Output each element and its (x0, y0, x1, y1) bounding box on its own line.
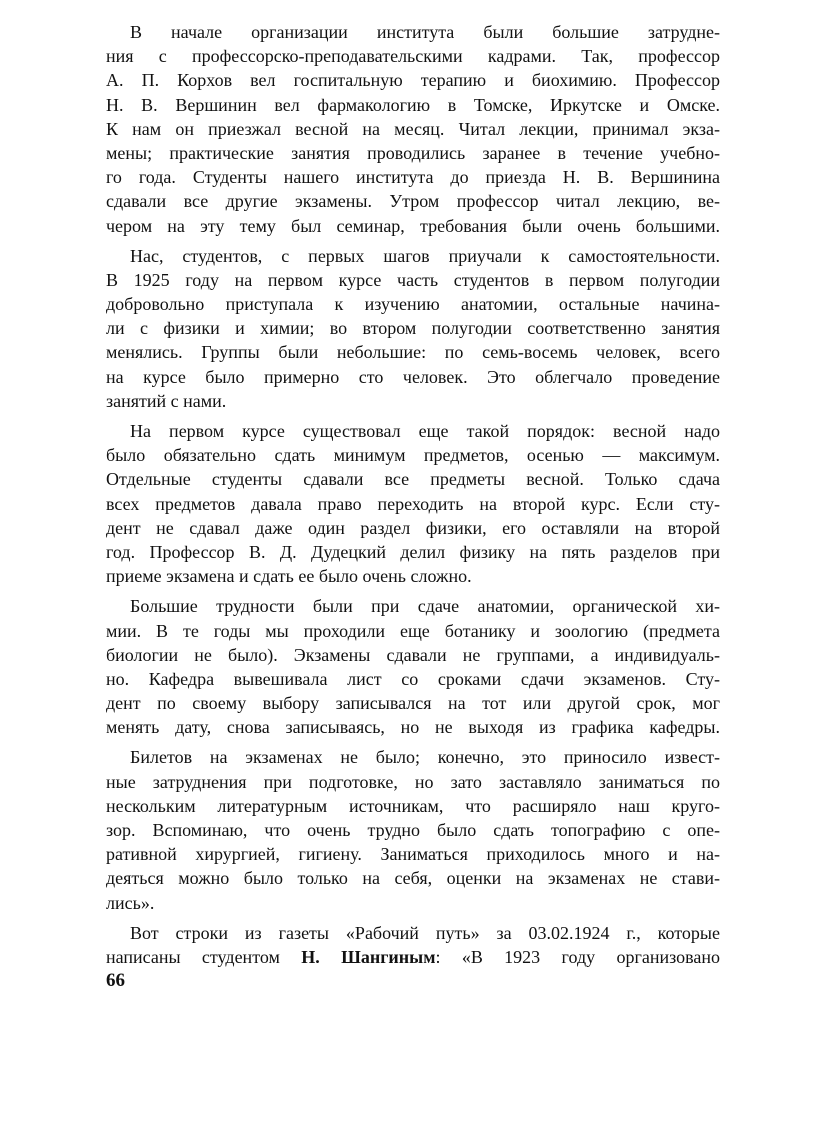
paragraph (106, 921, 720, 969)
text-line: чером на эту тему был семинар, требования были очень большими. (106, 215, 720, 236)
text-line: год. Профессор В. Д. Дудецкий делил физику на пять разделов при (106, 541, 720, 562)
text-line: но. Кафедра вывешивала лист со сроками сдачи экзаменов. Сту- (106, 668, 720, 689)
text-run: написаны студентом (106, 946, 302, 967)
text-line: Вот строки из газеты «Рабочий путь» за 03.02.1924 г., которые (130, 922, 720, 943)
text-line: мии. В те годы мы проходили еще ботанику и зоологию (предмета (106, 620, 720, 641)
text-line: ли с физики и химии; во втором полугодии соответственно занятия (106, 318, 720, 339)
text-run: : «В 1923 году организовано (435, 946, 720, 967)
text-line: Н. В. Вершинин вел фармакологию в Томске, Иркутске и Омске. (106, 94, 720, 115)
text-line: ративной хирургией, гигиену. Заниматься приходилось много и на- (106, 844, 720, 865)
text-line: дент не сдавал даже один раздел физики, его оставляли на второй (106, 517, 720, 538)
text-line: А. П. Корхов вел госпитальную терапию и биохимию. Профессор (106, 70, 720, 91)
text-line: В начале организации института были большие затрудне- (130, 22, 720, 42)
author-name: Н. Шангиным (301, 946, 436, 967)
text-line: мены; практические занятия проводились заранее в течение учебно- (106, 142, 720, 163)
text-line: Большие трудности были при сдаче анатомии, органической хи- (130, 596, 720, 617)
text-line: всех предметов давала право переходить на второй курс. Если сту- (106, 493, 720, 514)
text-line: менялись. Группы были небольшие: по семь-восемь человек, всего (106, 342, 720, 363)
paragraph (106, 745, 720, 914)
text-line: было обязательно сдать минимум предметов, осенью — максимум. (106, 445, 720, 466)
text-line: Отдельные студенты сдавали все предметы весной. Только сдача (106, 469, 720, 490)
text-line: ные затруднения при подготовке, но зато заставляло заниматься по (106, 771, 720, 792)
paragraph (106, 244, 720, 413)
text-line: го года. Студенты нашего института до приезда Н. В. Вершинина (106, 167, 720, 188)
text-line: нескольким литературным источникам, что расширяло наш круго- (106, 795, 720, 816)
text-line: занятий с нами. (106, 390, 227, 411)
text-line: сдавали все другие экзамены. Утром профессор читал лекцию, ве- (106, 191, 720, 212)
text-line: биологии не было). Экзамены сдавали не группами, а индивидуаль- (106, 644, 720, 665)
text-line: на курсе было примерно сто человек. Это облегчало проведение (106, 366, 720, 387)
text-line: К нам он приезжал весной на месяц. Читал лекции, принимал экза- (106, 118, 720, 139)
paragraph (106, 594, 720, 739)
text-line: добровольно приступала к изучению анатомии, остальные начина- (106, 294, 720, 315)
text-line: дент по своему выбору записывался на тот или другой срок, мог (106, 693, 720, 714)
text-line (106, 945, 720, 969)
text-line: На первом курсе существовал еще такой порядок: весной надо (130, 421, 720, 441)
text-line: Билетов на экзаменах не было; конечно, это приносило извест- (130, 747, 720, 768)
text-line: Нас, студентов, с первых шагов приучали к самостоятельности. (130, 245, 720, 266)
page-number: 66 (106, 970, 125, 991)
text-line: приеме экзамена и сдать ее было очень сложно. (106, 566, 472, 587)
page-body (106, 20, 720, 969)
text-line: лись». (106, 892, 155, 913)
paragraph (106, 419, 720, 588)
text-line: менять дату, снова записываясь, но не выходя из графика кафедры. (106, 717, 720, 738)
text-line: деяться можно было только на себя, оценки на экзаменах не стави- (106, 868, 720, 889)
text-line: В 1925 году на первом курсе часть студентов в первом полугодии (106, 269, 720, 290)
paragraph (106, 20, 720, 238)
text-line: зор. Вспоминаю, что очень трудно было сдать топографию с опе- (106, 820, 720, 840)
text-line: ния с профессорско-преподавательскими кадрами. Так, профессор (106, 46, 720, 67)
